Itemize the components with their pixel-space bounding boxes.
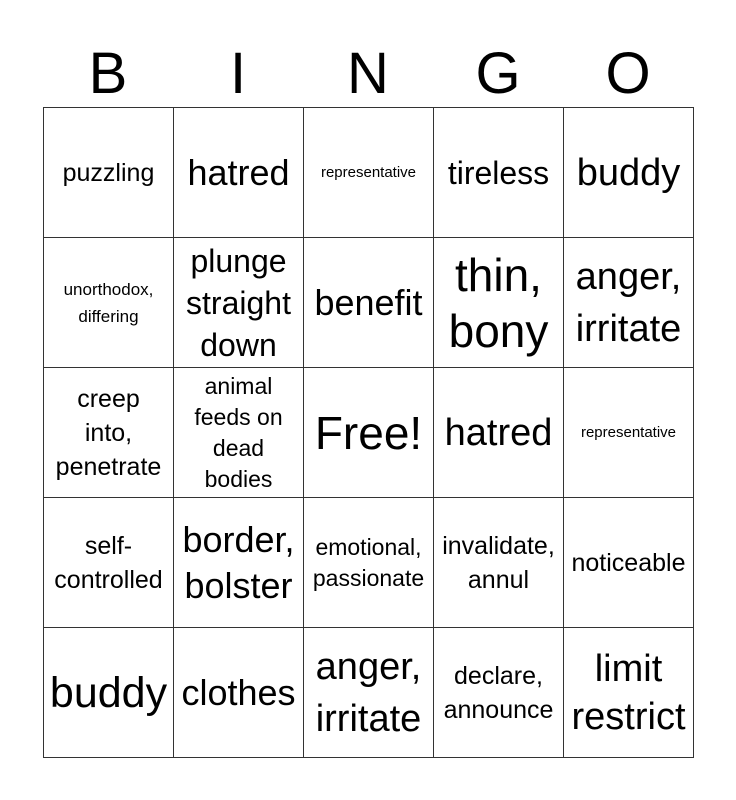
header-letter-b: B	[88, 41, 128, 106]
header-letter-g: G	[475, 41, 521, 106]
bingo-cell[interactable]: clothes	[174, 628, 304, 758]
bingo-cell[interactable]: tireless	[434, 108, 564, 238]
bingo-cell[interactable]: self- controlled	[44, 498, 174, 628]
header-letter-n: N	[347, 41, 389, 106]
bingo-cell[interactable]: limit restrict	[564, 628, 694, 758]
bingo-cell[interactable]: anger, irritate	[304, 628, 434, 758]
bingo-cell[interactable]: animal feeds on dead bodies	[174, 368, 304, 498]
bingo-cell[interactable]: invalidate, annul	[434, 498, 564, 628]
bingo-cell[interactable]: anger, irritate	[564, 238, 694, 368]
bingo-cell[interactable]: buddy	[44, 628, 174, 758]
header-letter-o: O	[605, 41, 651, 106]
bingo-cell[interactable]: thin, bony	[434, 238, 564, 368]
bingo-cell[interactable]: border, bolster	[174, 498, 304, 628]
bingo-cell[interactable]: creep into, penetrate	[44, 368, 174, 498]
bingo-cell[interactable]: benefit	[304, 238, 434, 368]
bingo-cell[interactable]: representative	[564, 368, 694, 498]
header-letter-i: I	[229, 41, 247, 106]
bingo-cell[interactable]: buddy	[564, 108, 694, 238]
bingo-cell[interactable]: representative	[304, 108, 434, 238]
bingo-cell[interactable]: emotional, passionate	[304, 498, 434, 628]
bingo-header	[43, 40, 693, 108]
bingo-cell-free-space[interactable]: Free!	[304, 368, 434, 498]
bingo-cell[interactable]: unorthodox, differing	[44, 238, 174, 368]
bingo-cell[interactable]: hatred	[434, 368, 564, 498]
bingo-card-grid	[43, 107, 694, 758]
bingo-cell[interactable]: puzzling	[44, 108, 174, 238]
bingo-cell[interactable]: plunge straight down	[174, 238, 304, 368]
bingo-cell[interactable]: declare, announce	[434, 628, 564, 758]
bingo-cell[interactable]: noticeable	[564, 498, 694, 628]
bingo-cell[interactable]: hatred	[174, 108, 304, 238]
